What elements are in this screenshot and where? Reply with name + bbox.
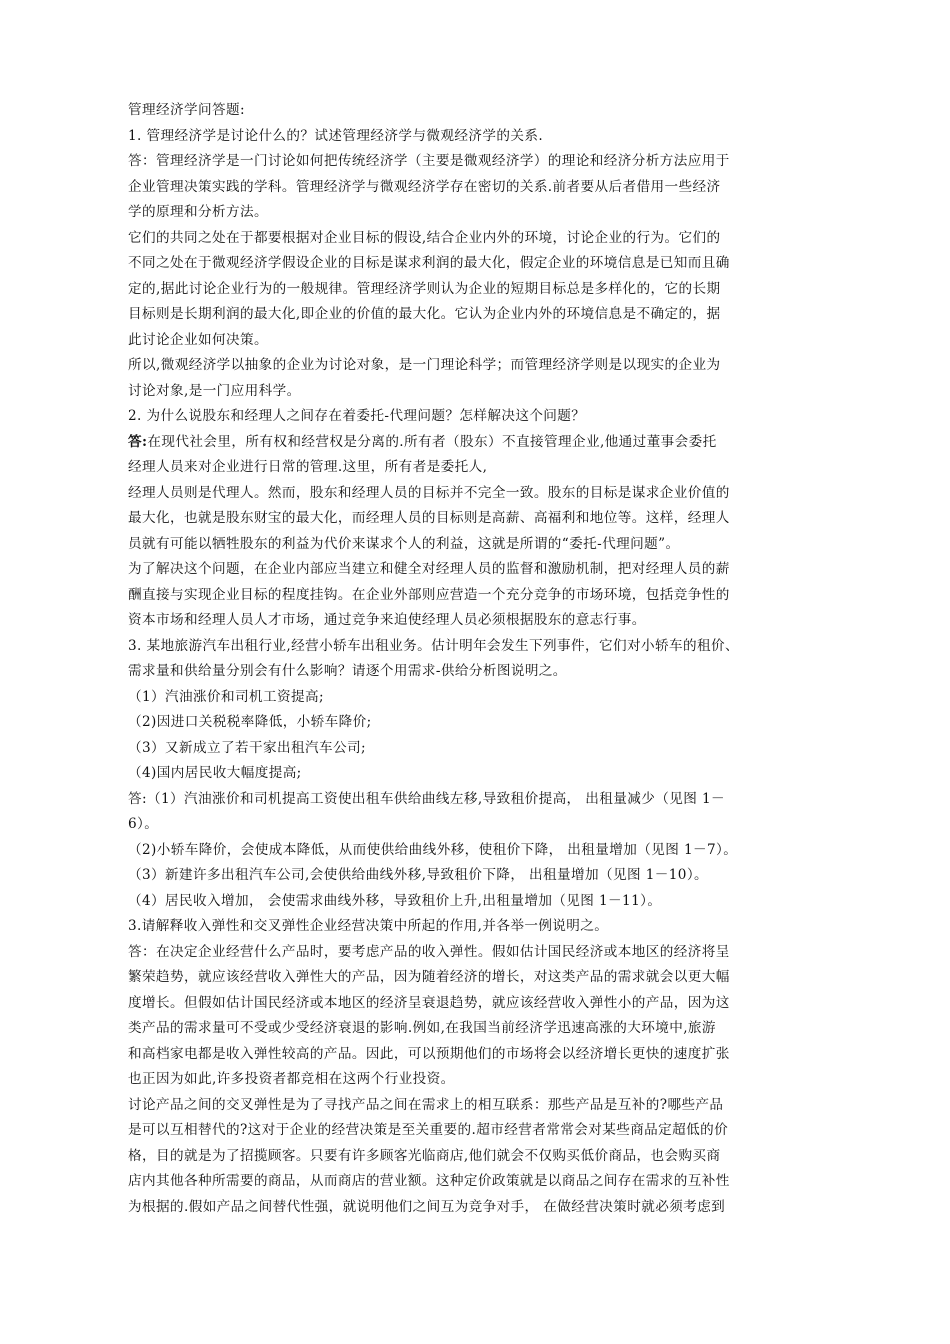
text-line	[128, 1067, 850, 1093]
line-text: 答：管理经济学是一门讨论如何把传统经济学（主要是微观经济学）的理论和经济分析方法应用于	[128, 153, 730, 169]
line-text: 在现代社会里，所有权和经营权是分离的.所有者（股东）不直接管理企业,他通过董事会委托	[147, 433, 717, 450]
line-text: 3.请解释收入弹性和交叉弹性企业经营决策中所起的作用,并各举一例说明之。	[128, 918, 609, 934]
text-line	[128, 659, 850, 685]
text-line	[128, 302, 850, 328]
text-line	[128, 200, 850, 226]
line-text: 经理人员来对企业进行日常的管理.这里，所有者是委托人,	[128, 459, 488, 475]
text-line	[128, 124, 850, 150]
document-title: 管理经济学问答题:	[128, 102, 245, 118]
line-text: 6）。	[128, 816, 159, 832]
line-text: 为了解决这个问题，在企业内部应当建立和健全对经理人员的监督和激励机制，把对经理人员的薪	[128, 561, 730, 577]
text-line	[128, 404, 850, 430]
text-line	[128, 1195, 850, 1221]
text-line	[128, 149, 850, 175]
text-line	[128, 1118, 850, 1144]
text-line	[128, 481, 850, 507]
line-text: 2. 为什么说股东和经理人之间存在着委托-代理问题？怎样解决这个问题？	[128, 408, 586, 424]
text-line	[128, 532, 850, 558]
line-text: （2)因进口关税税率降低，小轿车降价;	[128, 714, 372, 730]
line-text: 酬直接与实现企业目标的程度挂钩。在企业外部则应营造一个充分竞争的市场环境，包括竞争性的	[128, 586, 730, 603]
text-line	[128, 175, 850, 201]
line-text: （4）居民收入增加， 会使需求曲线外移，导致租价上升,出租量增加（见图 1－11）。	[128, 892, 662, 909]
line-text: 所以,微观经济学以抽象的企业为讨论对象，是一门理论科学；而管理经济学则是以现实的企业为	[128, 357, 721, 373]
text-line	[128, 838, 850, 864]
text-line	[128, 634, 850, 660]
text-line	[128, 914, 850, 940]
line-text: 和高档家电都是收入弹性较高的产品。因此，可以预期他们的市场将会以经济增长更快的速度扩张	[128, 1045, 730, 1062]
line-text: 它们的共同之处在于都要根据对企业目标的假设,结合企业内外的环境，讨论企业的行为。它们的	[128, 229, 721, 246]
answer-prefix: 答:	[128, 433, 148, 450]
text-line	[128, 787, 850, 813]
text-line	[128, 557, 850, 583]
document-page	[128, 98, 850, 1220]
line-text: 讨论产品之间的交叉弹性是为了寻找产品之间在需求上的相互联系：那些产品是互补的?哪些产品	[128, 1096, 724, 1113]
line-text: 店内其他各种所需要的商品，从而商店的营业额。这种定价政策就是以商品之间存在需求的互补性	[128, 1173, 730, 1189]
text-line	[128, 1093, 850, 1119]
line-text: 讨论对象,是一门应用科学。	[128, 382, 301, 399]
text-line	[128, 277, 850, 303]
text-line	[128, 379, 850, 405]
text-line	[128, 940, 850, 966]
line-text: 经理人员则是代理人。然而，股东和经理人员的目标并不完全一致。股东的目标是谋求企业价值的	[128, 484, 730, 501]
line-text: 不同之处在于微观经济学假设企业的目标是谋求利润的最大化，假定企业的环境信息是已知而且确	[128, 255, 730, 271]
text-line	[128, 1144, 850, 1170]
text-line	[128, 251, 850, 277]
line-text: 企业管理决策实践的学科。管理经济学与微观经济学存在密切的关系.前者要从后者借用一些经济	[128, 178, 721, 195]
text-line	[128, 761, 850, 787]
line-text: 学的原理和分析方法。	[128, 204, 268, 220]
text-line	[128, 710, 850, 736]
line-text: 员就有可能以牺牲股东的利益为代价来谋求个人的利益，这就是所谓的“委托-代理问题”。	[128, 535, 680, 552]
line-text: （3）新建许多出租汽车公司,会使供给曲线外移,导致租价下降， 出租量增加（见图 1－10）。	[128, 867, 709, 883]
line-text: 目标则是长期利润的最大化,即企业的价值的最大化。它认为企业内外的环境信息是不确定的，据	[128, 306, 721, 322]
line-text: 格，目的就是为了招揽顾客。只要有许多顾客光临商店,他们就会不仅购买低价商品，也会购买商	[128, 1147, 721, 1164]
text-line	[128, 506, 850, 532]
text-line	[128, 430, 850, 456]
text-line	[128, 889, 850, 915]
text-line	[128, 353, 850, 379]
line-text: 是可以互相替代的?这对于企业的经营决策是至关重要的.超市经营者常常会对某些商品定超低的价	[128, 1122, 729, 1138]
text-line	[128, 863, 850, 889]
line-text: （1）汽油涨价和司机工资提高;	[128, 688, 324, 705]
line-text: 此讨论企业如何决策。	[128, 331, 268, 348]
text-line	[128, 812, 850, 838]
line-text: 类产品的需求量可不受或少受经济衰退的影响.例如,在我国当前经济学迅速高涨的大环境中,旅游	[128, 1020, 716, 1036]
line-text: 答：在决定企业经营什么产品时，要考虑产品的收入弹性。假如估计国民经济或本地区的经济将呈	[128, 943, 730, 960]
text-line	[128, 1169, 850, 1195]
text-line	[128, 455, 850, 481]
line-text: 为根据的.假如产品之间替代性强，就说明他们之间互为竞争对手， 在做经营决策时就必须考虑到	[128, 1198, 726, 1215]
line-text: 资本市场和经理人员人才市场，通过竞争来迫使经理人员必须根据股东的意志行事。	[128, 612, 646, 628]
line-text: （2)小轿车降价，会使成本降低，从而使供给曲线外移，使租价下降， 出租量增加（见图 1－7）。	[128, 841, 738, 858]
text-line	[128, 991, 850, 1017]
line-text: （3）又新成立了若干家出租汽车公司;	[128, 739, 366, 756]
text-line	[128, 1016, 850, 1042]
text-line	[128, 685, 850, 711]
line-text: 3. 某地旅游汽车出租行业,经营小轿车出租业务。估计明年会发生下列事件，它们对小轿车的租价、	[128, 637, 739, 654]
line-text: 最大化，也就是股东财宝的最大化，而经理人员的目标则是高薪、高福利和地位等。这样，经理人	[128, 510, 730, 526]
text-line	[128, 965, 850, 991]
text-line	[128, 736, 850, 762]
line-text: 答:（1）汽油涨价和司机提高工资使出租车供给曲线左移,导致租价提高， 出租量减少（见图 1－	[128, 790, 725, 807]
line-text: 也正因为如此,许多投资者都竞相在这两个行业投资。	[128, 1071, 455, 1087]
line-text: 需求量和供给量分别会有什么影响？请逐个用需求-供给分析图说明之。	[128, 663, 567, 679]
line-text: 定的,据此讨论企业行为的一般规律。管理经济学则认为企业的短期目标总是多样化的，它的长期	[128, 280, 721, 297]
text-line	[128, 583, 850, 609]
text-line	[128, 1042, 850, 1068]
line-text: 1. 管理经济学是讨论什么的？试述管理经济学与微观经济学的关系.	[128, 127, 544, 144]
text-line	[128, 328, 850, 354]
document-body	[128, 124, 850, 1221]
line-text: 繁荣趋势，就应该经营收入弹性大的产品，因为随着经济的增长，对这类产品的需求就会以更大幅	[128, 969, 730, 985]
text-line	[128, 608, 850, 634]
line-text: 度增长。但假如估计国民经济或本地区的经济呈衰退趋势，就应该经营收入弹性小的产品，因为这	[128, 994, 730, 1011]
text-line	[128, 226, 850, 252]
line-text: （4)国内居民收大幅度提高;	[128, 765, 302, 781]
